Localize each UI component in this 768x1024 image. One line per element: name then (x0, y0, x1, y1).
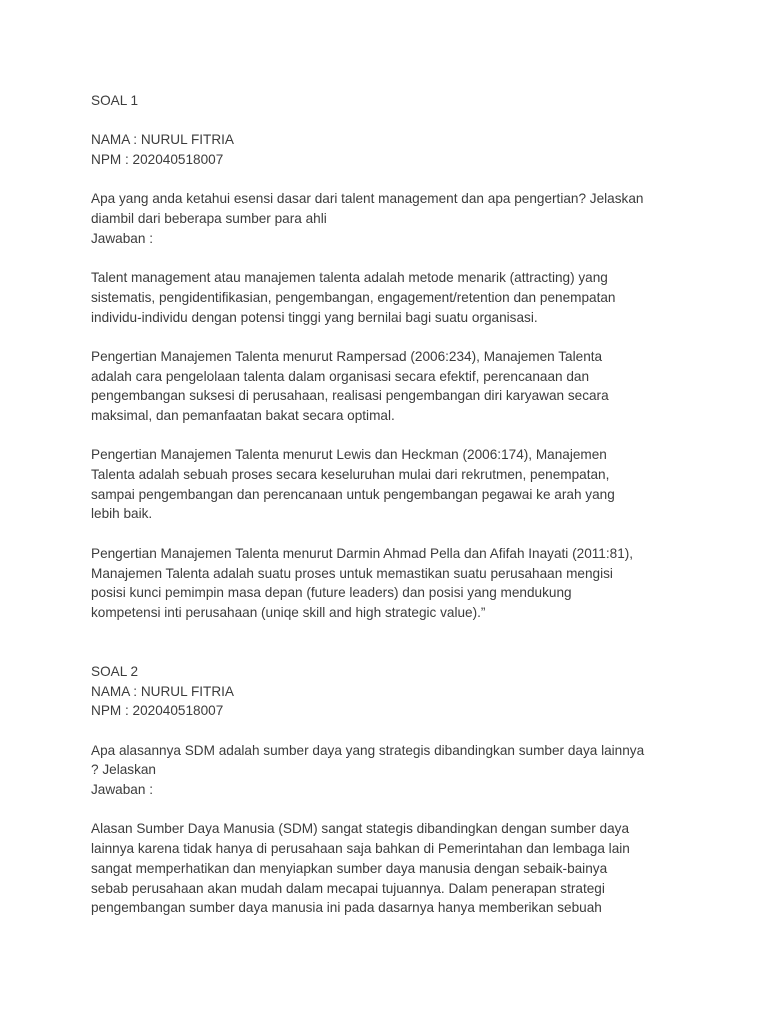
soal2-title: SOAL 2 (91, 663, 139, 679)
paragraph-line: Pengertian Manajemen Talenta menurut Rampersad (2006:234), Manajemen Talenta (91, 348, 603, 364)
paragraph-line: Pengertian Manajemen Talenta menurut Lewis dan Heckman (2006:174), Manajemen (91, 447, 607, 463)
soal1-question (91, 189, 691, 228)
paragraph-line: posisi kunci pemimpin masa depan (future leaders) dan posisi yang mendukung (91, 585, 572, 601)
paragraph-line: lainnya karena tidak hanya di perusahaan saja bahkan di Pemerintahan dan lembaga lain (91, 841, 630, 857)
soal1-paragraph-3 (91, 445, 691, 524)
soal1-npm: NPM : 202040518007 (91, 152, 224, 168)
soal1-title: SOAL 1 (91, 93, 139, 108)
soal1-paragraph-4 (91, 544, 691, 623)
paragraph-line: adalah cara pengelolaan talenta dalam organisasi secara efektif, perencanaan dan (91, 368, 590, 384)
paragraph-line: Talenta adalah sebuah proses secara keseluruhan mulai dari rekrutmen, penempatan, (91, 467, 610, 483)
paragraph-line: pengembangan sumber daya manusia ini pada dasarnya hanya memberikan sebuah (91, 900, 602, 916)
paragraph-line: pengembangan suksesi di perusahaan, realisasi pengembangan diri karyawan secara (91, 388, 609, 404)
paragraph-line: individu-individu dengan potensi tinggi yang bernilai bagi suatu organisasi. (91, 309, 538, 325)
paragraph-line: kompetensi inti perusahaan (uniqe skill and high strategic value).” (91, 604, 486, 620)
soal1-paragraph-1 (91, 268, 691, 327)
soal1-answer-label: Jawaban : (91, 230, 153, 246)
soal2-question-line: Apa alasannya SDM adalah sumber daya yang strategis dibandingkan sumber daya lainnya (91, 742, 645, 758)
paragraph-line: Alasan Sumber Daya Manusia (SDM) sangat stategis dibandingkan dengan sumber daya (91, 821, 630, 837)
soal1-question-line: diambil dari beberapa sumber para ahli (91, 211, 327, 227)
paragraph-line: sistematis, pengidentifikasian, pengembangan, engagement/retention dan penempatan (91, 289, 616, 305)
paragraph-line: maksimal, dan pemanfaatan bakat secara optimal. (91, 408, 395, 423)
soal1-nama: NAMA : NURUL FITRIA (91, 132, 234, 148)
soal1-paragraph-2 (91, 347, 691, 426)
paragraph-line: Pengertian Manajemen Talenta menurut Darmin Ahmad Pella dan Afifah Inayati (2011:81), (91, 545, 634, 561)
soal2-nama: NAMA : NURUL FITRIA (91, 683, 234, 699)
paragraph-line: sebab perusahaan akan mudah dalam mecapai tujuannya. Dalam penerapan strategi (91, 880, 605, 896)
soal2-question-line: ? Jelaskan (91, 762, 156, 778)
paragraph-line: sangat memperhatikan dan menyiapkan sumber daya manusia dengan sebaik-bainya (91, 860, 608, 876)
soal2-answer-label: Jawaban : (91, 782, 153, 798)
paragraph-line: lebih baik. (91, 506, 153, 522)
soal2-paragraph-1 (91, 819, 691, 917)
paragraph-line: sampai pengembangan dan perencanaan untuk pengembangan pegawai ke arah yang (91, 486, 615, 502)
paragraph-line: Talent management atau manajemen talenta adalah metode menarik (attracting) yang (91, 270, 608, 286)
paragraph-line: Manajemen Talenta adalah suatu proses untuk memastikan suatu perusahaan mengisi (91, 565, 613, 581)
soal2-npm: NPM : 202040518007 (91, 703, 224, 719)
soal1-question-line: Apa yang anda ketahui esensi dasar dari talent management dan apa pengertian? Jelaskan (91, 191, 644, 207)
document-page (91, 91, 691, 918)
soal2-question (91, 741, 691, 780)
